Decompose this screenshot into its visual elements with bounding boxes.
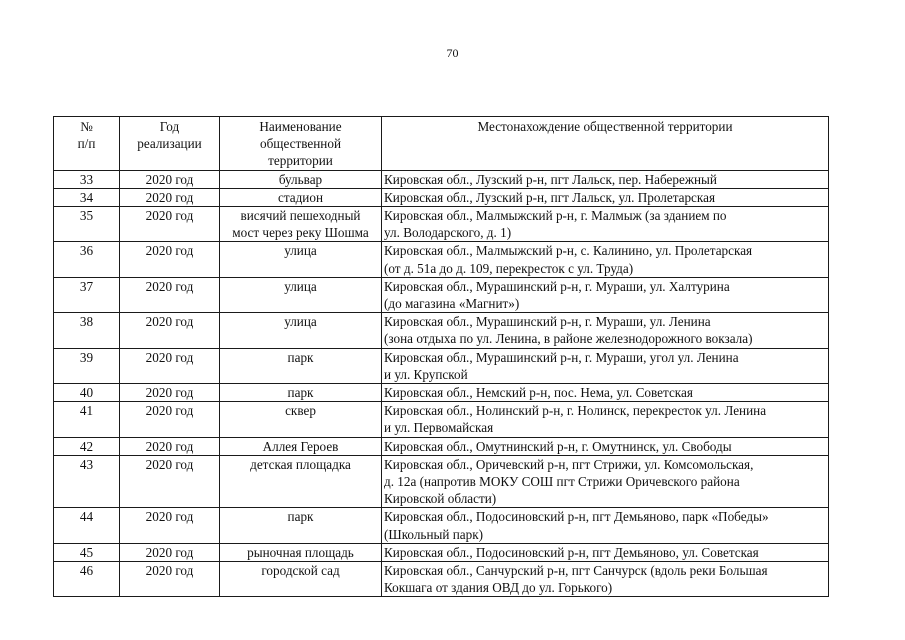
table-row xyxy=(54,170,829,188)
header-row xyxy=(54,117,829,171)
cell-line: Кокшага от здания ОВД до ул. Горького) xyxy=(384,580,613,596)
row-number-cell: 42 xyxy=(54,437,120,455)
row-number-cell: 36 xyxy=(54,242,120,277)
cell-line: Кировская обл., Мурашинский р-н, г. Мураши, ул. Ленина xyxy=(384,314,711,330)
header-line: общественной xyxy=(259,136,342,152)
header-line: территории xyxy=(268,153,333,169)
row-number-cell: 45 xyxy=(54,543,120,561)
cell-line: Кировская обл., Мурашинский р-н, г. Мураши, угол ул. Ленина xyxy=(384,349,739,365)
table-row xyxy=(54,348,829,383)
cell-line: Кировская обл., Немский р-н, пос. Нема, ул. Советская xyxy=(384,385,693,401)
row-location-cell xyxy=(382,170,829,188)
row-territory-name-cell xyxy=(220,348,382,383)
cell-line: (от д. 51а до д. 109, перекресток с ул. Труда) xyxy=(384,260,634,276)
header-location xyxy=(382,117,829,171)
header-year xyxy=(120,117,220,171)
row-territory-name-cell xyxy=(220,437,382,455)
row-number-cell: 33 xyxy=(54,170,120,188)
table-row xyxy=(54,277,829,312)
row-year-cell: 2020 год xyxy=(120,562,220,597)
cell-line: улица xyxy=(284,278,317,294)
header-line: Год xyxy=(159,119,180,134)
row-location-cell xyxy=(382,242,829,277)
cell-line: (зона отдыха по ул. Ленина, в районе железнодорожного вокзала) xyxy=(384,331,753,347)
row-territory-name-cell xyxy=(220,508,382,543)
table-row xyxy=(54,313,829,348)
cell-line: Кировская обл., Оричевский р-н, пгт Стрижи, ул. Комсомольская, xyxy=(384,456,754,472)
row-location-cell xyxy=(382,384,829,402)
row-location-cell xyxy=(382,207,829,242)
cell-line: бульвар xyxy=(278,171,323,187)
cell-line: детская площадка xyxy=(250,456,351,472)
cell-line: улица xyxy=(284,314,317,330)
row-year-cell: 2020 год xyxy=(120,455,220,508)
row-year-cell: 2020 год xyxy=(120,402,220,437)
row-number-cell: 46 xyxy=(54,562,120,597)
header-line: № xyxy=(80,119,93,134)
row-year-cell: 2020 год xyxy=(120,207,220,242)
cell-line: висячий пешеходный xyxy=(240,208,361,224)
row-number-cell: 38 xyxy=(54,313,120,348)
table-row xyxy=(54,242,829,277)
row-territory-name-cell xyxy=(220,170,382,188)
table-row xyxy=(54,543,829,561)
row-number-cell: 37 xyxy=(54,277,120,312)
table-row xyxy=(54,562,829,597)
cell-line: Аллея Героев xyxy=(262,438,339,454)
row-location-cell xyxy=(382,562,829,597)
row-year-cell: 2020 год xyxy=(120,242,220,277)
row-number-cell: 35 xyxy=(54,207,120,242)
row-year-cell: 2020 год xyxy=(120,437,220,455)
cell-line: Кировская обл., Подосиновский р-н, пгт Демьяново, ул. Советская xyxy=(384,544,759,560)
row-year-cell: 2020 год xyxy=(120,188,220,206)
row-number-cell: 44 xyxy=(54,508,120,543)
row-number-cell: 34 xyxy=(54,188,120,206)
row-location-cell xyxy=(382,348,829,383)
row-territory-name-cell xyxy=(220,402,382,437)
header-line: Наименование xyxy=(259,119,342,134)
row-year-cell: 2020 год xyxy=(120,313,220,348)
cell-line: Кировской области) xyxy=(384,491,497,507)
cell-line: Кировская обл., Мурашинский р-н, г. Мураши, ул. Халтурина xyxy=(384,278,730,294)
cell-line: (Школьный парк) xyxy=(384,526,484,542)
row-location-cell xyxy=(382,188,829,206)
row-number-cell: 41 xyxy=(54,402,120,437)
cell-line: улица xyxy=(284,243,317,259)
row-year-cell: 2020 год xyxy=(120,348,220,383)
row-number-cell: 40 xyxy=(54,384,120,402)
row-year-cell: 2020 год xyxy=(120,508,220,543)
cell-line: мост через реку Шошма xyxy=(232,225,369,241)
row-location-cell xyxy=(382,277,829,312)
cell-line: парк xyxy=(287,385,314,401)
row-territory-name-cell xyxy=(220,455,382,508)
row-territory-name-cell xyxy=(220,207,382,242)
row-territory-name-cell xyxy=(220,543,382,561)
row-year-cell: 2020 год xyxy=(120,170,220,188)
row-territory-name-cell xyxy=(220,313,382,348)
cell-line: Кировская обл., Санчурский р-н, пгт Санчурск (вдоль реки Большая xyxy=(384,563,768,579)
cell-line: (до магазина «Магнит») xyxy=(384,296,520,312)
cell-line: Кировская обл., Омутнинский р-н, г. Омутнинск, ул. Свободы xyxy=(384,438,732,454)
row-number-cell: 39 xyxy=(54,348,120,383)
row-location-cell xyxy=(382,508,829,543)
table-header xyxy=(54,117,829,171)
row-location-cell xyxy=(382,402,829,437)
row-territory-name-cell xyxy=(220,188,382,206)
cell-line: Кировская обл., Малмыжский р-н, с. Калинино, ул. Пролетарская xyxy=(384,243,753,259)
row-location-cell xyxy=(382,313,829,348)
row-location-cell xyxy=(382,437,829,455)
cell-line: городской сад xyxy=(261,563,340,579)
cell-line: Кировская обл., Нолинский р-н, г. Нолинск, перекресток ул. Ленина xyxy=(384,403,767,419)
header-line: реализации xyxy=(137,136,202,152)
cell-line: Кировская обл., Лузский р-н, пгт Лальск, пер. Набережный xyxy=(384,171,717,187)
row-territory-name-cell xyxy=(220,384,382,402)
cell-line: парк xyxy=(287,509,314,525)
table-row xyxy=(54,402,829,437)
row-territory-name-cell xyxy=(220,562,382,597)
row-number-cell: 43 xyxy=(54,455,120,508)
cell-line: рыночная площадь xyxy=(247,544,354,560)
row-year-cell: 2020 год xyxy=(120,543,220,561)
header-number xyxy=(54,117,120,171)
cell-line: Кировская обл., Подосиновский р-н, пгт Демьяново, парк «Победы» xyxy=(384,509,769,525)
table-row xyxy=(54,384,829,402)
table-row xyxy=(54,437,829,455)
row-location-cell xyxy=(382,455,829,508)
cell-line: и ул. Первомайская xyxy=(384,420,494,436)
cell-line: парк xyxy=(287,349,314,365)
header-territory-name xyxy=(220,117,382,171)
row-year-cell: 2020 год xyxy=(120,384,220,402)
cell-line: ул. Володарского, д. 1) xyxy=(384,225,512,241)
table-row xyxy=(54,455,829,508)
cell-line: стадион xyxy=(277,189,324,205)
row-territory-name-cell xyxy=(220,277,382,312)
cell-line: Кировская обл., Лузский р-н, пгт Лальск, ул. Пролетарская xyxy=(384,189,716,205)
row-year-cell: 2020 год xyxy=(120,277,220,312)
table-row xyxy=(54,188,829,206)
cell-line: д. 12а (напротив МОКУ СОШ пгт Стрижи Оричевского района xyxy=(384,474,740,490)
cell-line: сквер xyxy=(285,403,316,419)
public-territories-table xyxy=(53,116,829,597)
cell-line: Кировская обл., Малмыжский р-н, г. Малмыж (за зданием по xyxy=(384,208,727,224)
cell-line: и ул. Крупской xyxy=(384,366,468,382)
row-territory-name-cell xyxy=(220,242,382,277)
page-number: 70 xyxy=(446,46,459,60)
table-row xyxy=(54,508,829,543)
table-body xyxy=(54,170,829,597)
header-line: п/п xyxy=(77,136,96,152)
row-location-cell xyxy=(382,543,829,561)
table-row xyxy=(54,207,829,242)
header-line: Местонахождение общественной территории xyxy=(477,119,733,134)
